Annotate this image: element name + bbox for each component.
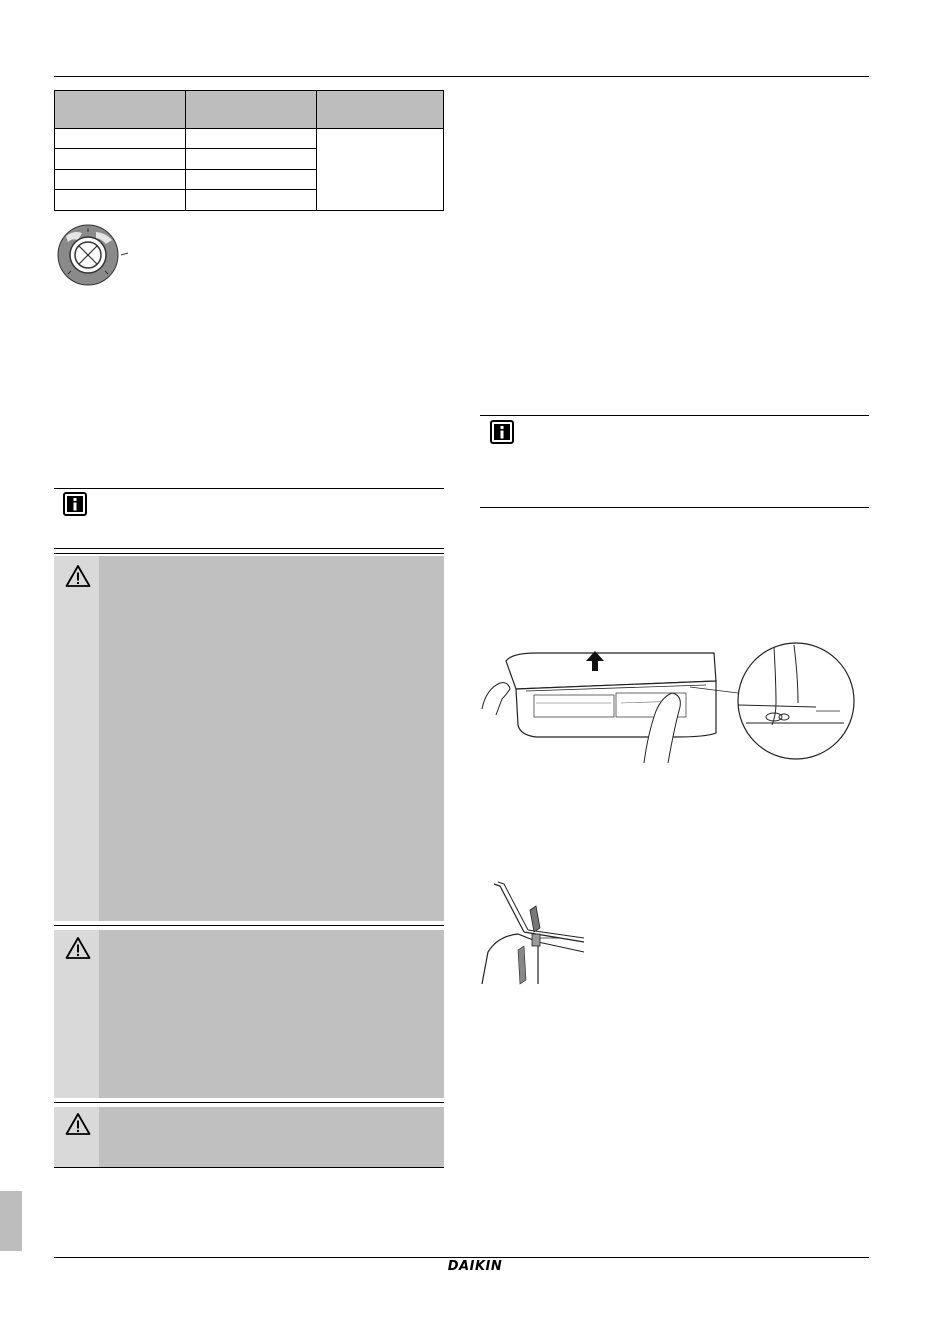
- table-header-cell: [317, 91, 444, 129]
- table-header-row: [55, 91, 444, 129]
- info-note-top-rule: [480, 415, 869, 416]
- table-merged-cell: [317, 128, 444, 210]
- table-header-cell: [186, 91, 317, 129]
- table-cell: [55, 190, 186, 211]
- table-row: [55, 128, 444, 149]
- table-cell: [186, 190, 317, 211]
- warning-box-separator: [54, 925, 444, 926]
- table-cell: [186, 169, 317, 190]
- warning-triangle-icon: [65, 564, 91, 588]
- warning-box-3: [54, 1107, 444, 1167]
- warning-triangle-icon: [65, 936, 91, 960]
- warning-box-bottom-rule: [54, 1167, 444, 1168]
- warning-box-top-rule: [54, 553, 444, 554]
- brand-logo: DAIKIN: [447, 1259, 503, 1274]
- info-icon: [490, 420, 514, 444]
- valve-dial-icon: [52, 224, 136, 286]
- table-cell: [55, 169, 186, 190]
- table-cell: [186, 149, 317, 170]
- warning-triangle-icon: [65, 1112, 91, 1136]
- warning-box-1: [54, 556, 444, 921]
- warning-box-separator: [54, 1102, 444, 1103]
- chapter-side-tab: [0, 1191, 22, 1251]
- front-panel-lift-illustration: [476, 633, 860, 767]
- panel-hinge-illustration: [478, 880, 588, 986]
- footer-rule: [54, 1257, 869, 1258]
- table-cell: [55, 128, 186, 149]
- info-note-top-rule: [54, 488, 444, 489]
- warning-gutter: [54, 556, 99, 921]
- spec-table: [54, 90, 444, 211]
- table-cell: [55, 149, 186, 170]
- info-note-bottom-rule: [54, 548, 444, 549]
- header-rule: [54, 76, 869, 77]
- info-icon: [63, 492, 87, 516]
- warning-box-2: [54, 930, 444, 1098]
- table-cell: [186, 128, 317, 149]
- table-header-cell: [55, 91, 186, 129]
- info-note-bottom-rule: [480, 507, 869, 508]
